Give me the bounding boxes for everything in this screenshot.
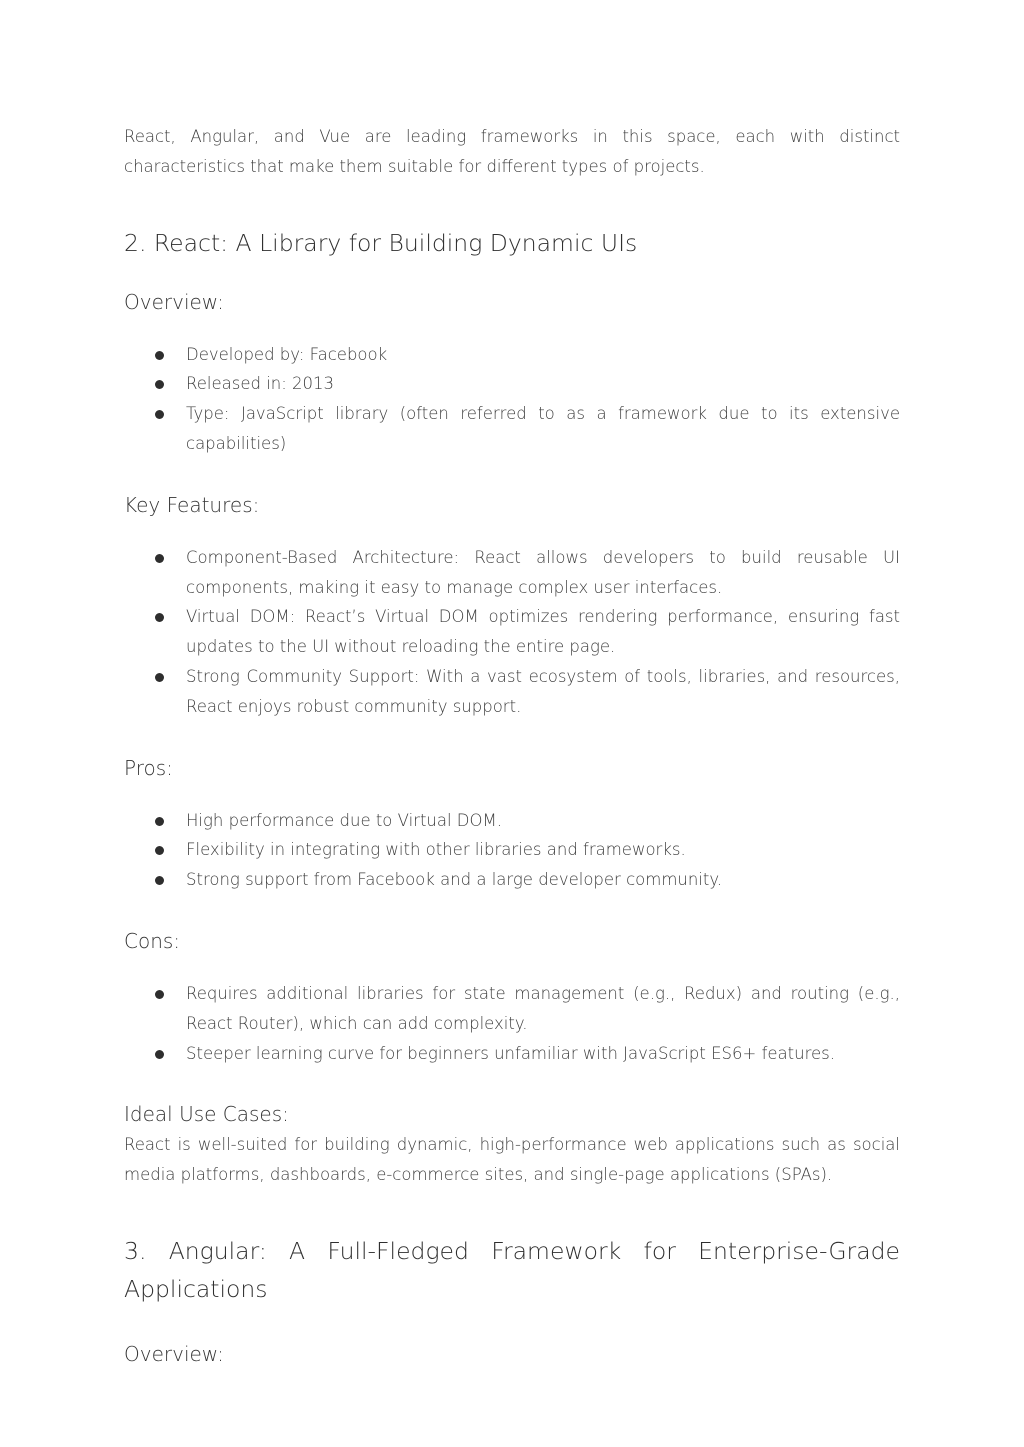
list-item: Type: JavaScript library (often referred to as a framework due to its extensive capabilities) [186,399,900,459]
react-ideal-paragraph: React is well-suited for building dynamic, high-performance web applications such as social media platforms, dashboards, e-commerce sites, and single-page applications (SPAs). [124,1135,900,1185]
list-item: Requires additional libraries for state management (e.g., Redux) and routing (e.g., React Router), which can add complexity. [186,979,900,1039]
bullet-icon [155,613,164,622]
react-pros-heading: Pros: [124,755,173,780]
bullet-icon [155,410,164,419]
intro-paragraph: React, Angular, and Vue are leading frameworks in this space, each with distinct characteristics that make them suitable for different types of projects. [124,127,900,176]
list-item: Virtual DOM: React’s Virtual DOM optimizes rendering performance, ensuring fast updates to the UI without reloading the entire page. [186,602,900,662]
list-item: Flexibility in integrating with other libraries and frameworks. [186,835,900,865]
react-ideal-heading: Ideal Use Cases: [124,1102,289,1127]
react-pros-list [124,806,900,895]
list-item: Released in: 2013 [186,369,900,399]
react-section-title: 2. React: A Library for Building Dynamic UIs [124,228,638,257]
bullet-icon [155,1050,164,1059]
bullet-icon [155,990,164,999]
bullet-icon [155,351,164,360]
list-item: Component-Based Architecture: React allows developers to build reusable UI components, making it easy to manage complex user interfaces. [186,543,900,603]
react-cons-list [124,979,900,1068]
list-item: Strong support from Facebook and a large developer community. [186,865,900,895]
bullet-icon [155,554,164,563]
list-item: Strong Community Support: With a vast ecosystem of tools, libraries, and resources, React enjoys robust community support. [186,662,900,722]
bullet-icon [155,380,164,389]
list-item: Developed by: Facebook [186,340,900,370]
bullet-icon [155,876,164,885]
list-item: Steeper learning curve for beginners unfamiliar with JavaScript ES6+ features. [186,1039,900,1069]
bullet-icon [155,846,164,855]
document-content [124,122,900,1370]
bullet-icon [155,673,164,682]
list-item: High performance due to Virtual DOM. [186,806,900,836]
react-features-heading: Key Features: [124,492,260,517]
bullet-icon [155,817,164,826]
react-overview-heading: Overview: [124,289,224,314]
angular-section-title: 3. Angular: A Full-Fledged Framework for Enterprise-Grade Applications [124,1236,900,1303]
react-features-list [124,543,900,722]
react-cons-heading: Cons: [124,928,181,953]
react-overview-list [124,340,900,459]
angular-overview-heading: Overview: [124,1341,224,1366]
